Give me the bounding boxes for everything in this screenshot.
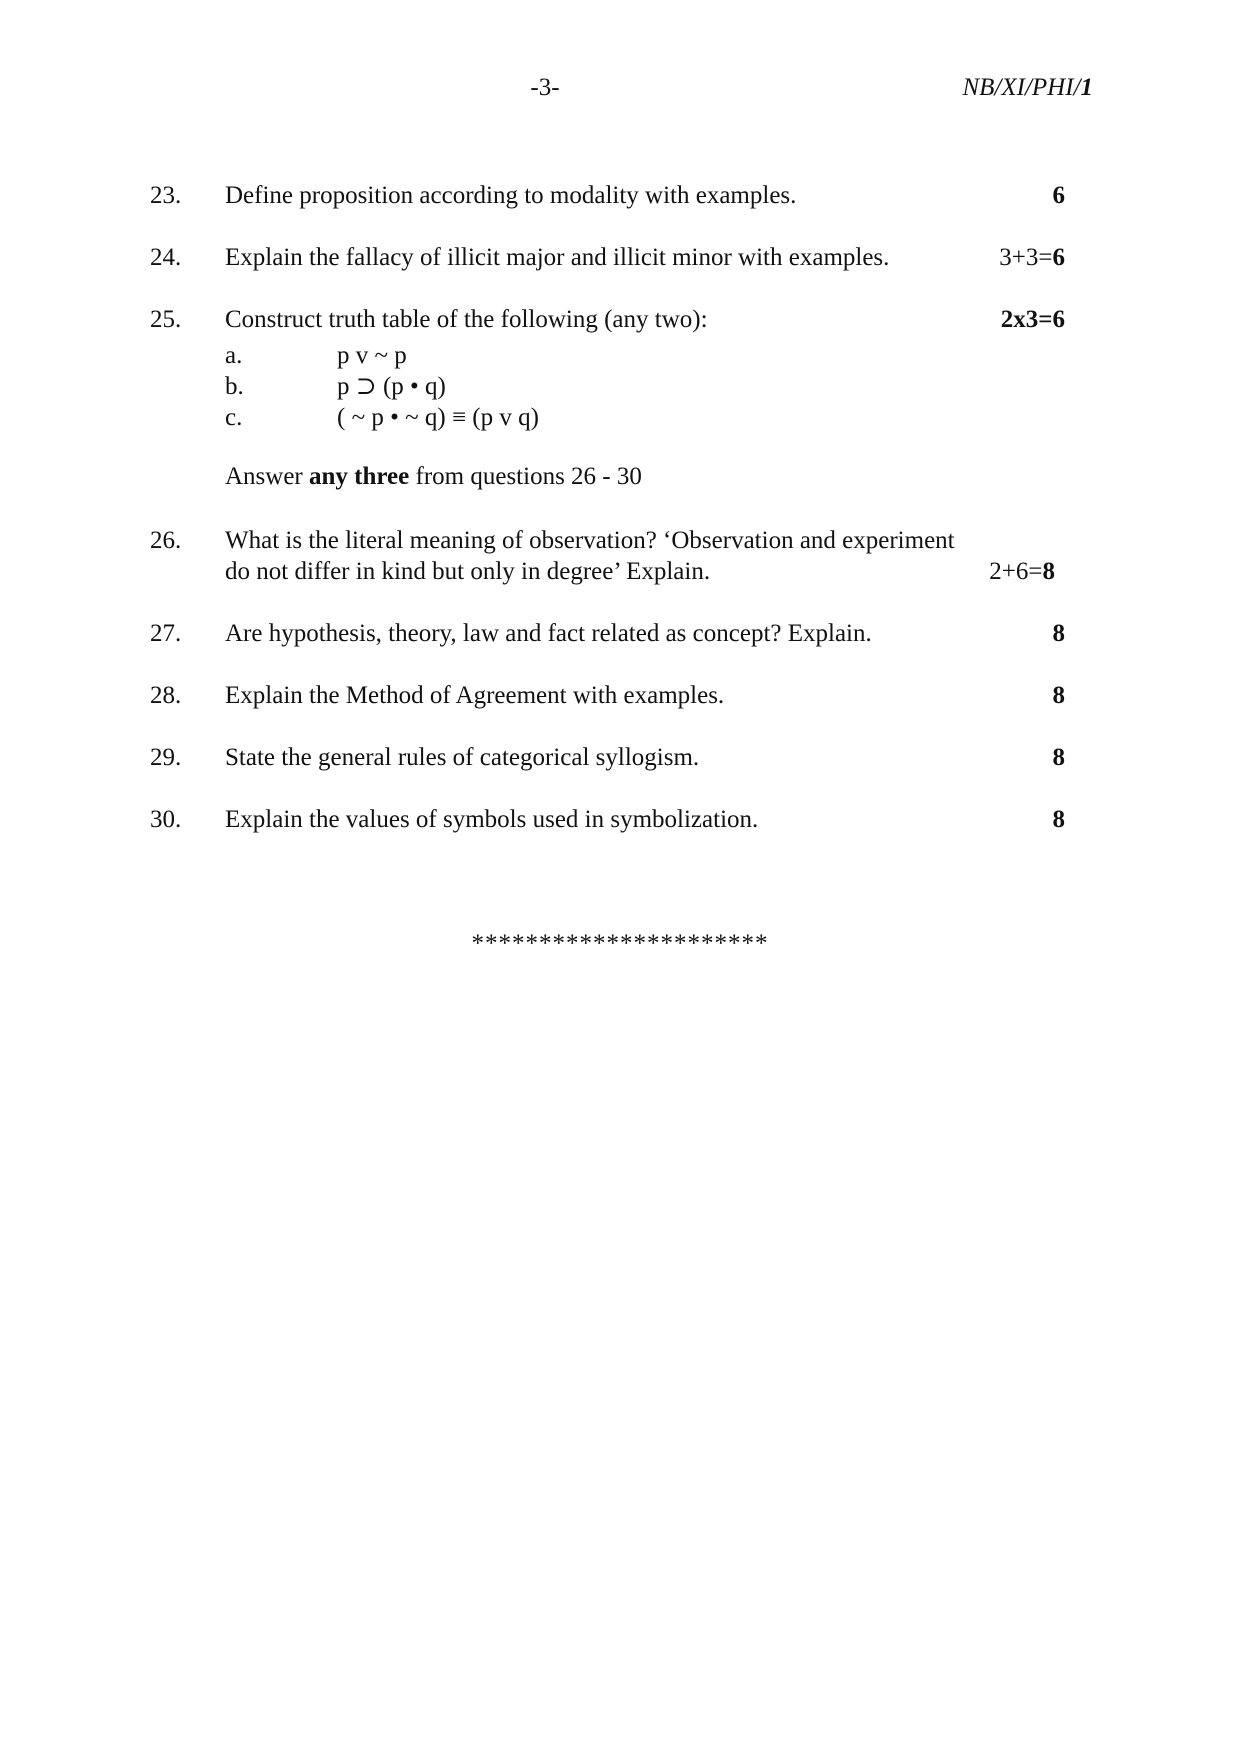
paper-code-prefix: NB/XI/PHI/: [962, 74, 1081, 101]
marks-total: 8: [1052, 744, 1065, 771]
instruction-emphasis: any three: [309, 463, 410, 490]
question-marks: [1053, 680, 1066, 711]
question-text: Explain the values of symbols used in symbolization.: [225, 806, 759, 833]
sub-item-label: b.: [225, 373, 244, 400]
marks-total: 8: [1042, 558, 1055, 585]
question-text: State the general rules of categorical syllogism.: [225, 744, 700, 771]
marks-breakdown: 2+6=: [989, 558, 1043, 585]
instruction-suffix: from questions 26 - 30: [409, 463, 642, 490]
question-text: Are hypothesis, theory, law and fact related as concept? Explain.: [225, 620, 872, 647]
question-marks: [1053, 804, 1066, 835]
marks-total: 8: [1052, 806, 1065, 833]
paper-code: [962, 74, 1093, 102]
marks-breakdown: 3+3=: [999, 244, 1053, 271]
marks-total: 8: [1052, 682, 1065, 709]
marks-total: 2x3=6: [1000, 306, 1065, 333]
marks-total: 6: [1052, 244, 1065, 271]
sub-item-expression: ( ~ p • ~ q) ≡ (p v q): [337, 404, 539, 431]
question-number: 30.: [150, 806, 182, 833]
question-marks: [1001, 304, 1065, 335]
question-number: 27.: [150, 620, 182, 647]
paper-code-suffix: 1: [1080, 74, 1093, 101]
question-text: Explain the fallacy of illicit major and illicit minor with examples.: [225, 244, 890, 271]
sub-item-label: a.: [225, 342, 243, 369]
sub-item-label: c.: [225, 404, 243, 431]
question-marks: [1053, 618, 1066, 649]
question-marks: [1053, 742, 1066, 773]
instruction-prefix: Answer: [225, 463, 310, 490]
question-number: 25.: [150, 306, 182, 333]
question-text-line-1: What is the literal meaning of observation? ‘Observation and experiment: [225, 527, 955, 554]
question-number: 29.: [150, 744, 182, 771]
question-text: Explain the Method of Agreement with examples.: [225, 682, 725, 709]
question-number: 26.: [150, 527, 182, 554]
question-marks: [1053, 180, 1066, 211]
sub-item-expression: p ⊃ (p • q): [337, 373, 446, 400]
question-number: 28.: [150, 682, 182, 709]
question-text: Define proposition according to modality with examples.: [225, 182, 797, 209]
question-marks: [999, 242, 1065, 273]
page-number: -3-: [530, 74, 560, 101]
question-marks: [989, 556, 1055, 587]
question-26: [150, 525, 1065, 587]
marks-total: 6: [1052, 182, 1065, 209]
marks-total: 8: [1052, 620, 1065, 647]
section-instruction: [225, 463, 642, 491]
sub-item-expression: p v ~ p: [337, 342, 407, 369]
question-text: Construct truth table of the following (any two):: [225, 306, 708, 333]
end-of-paper-marker: **********************: [471, 930, 769, 957]
question-number: 24.: [150, 244, 182, 271]
question-number: 23.: [150, 182, 182, 209]
question-text-line-2: do not differ in kind but only in degree’ Explain.: [225, 558, 711, 585]
